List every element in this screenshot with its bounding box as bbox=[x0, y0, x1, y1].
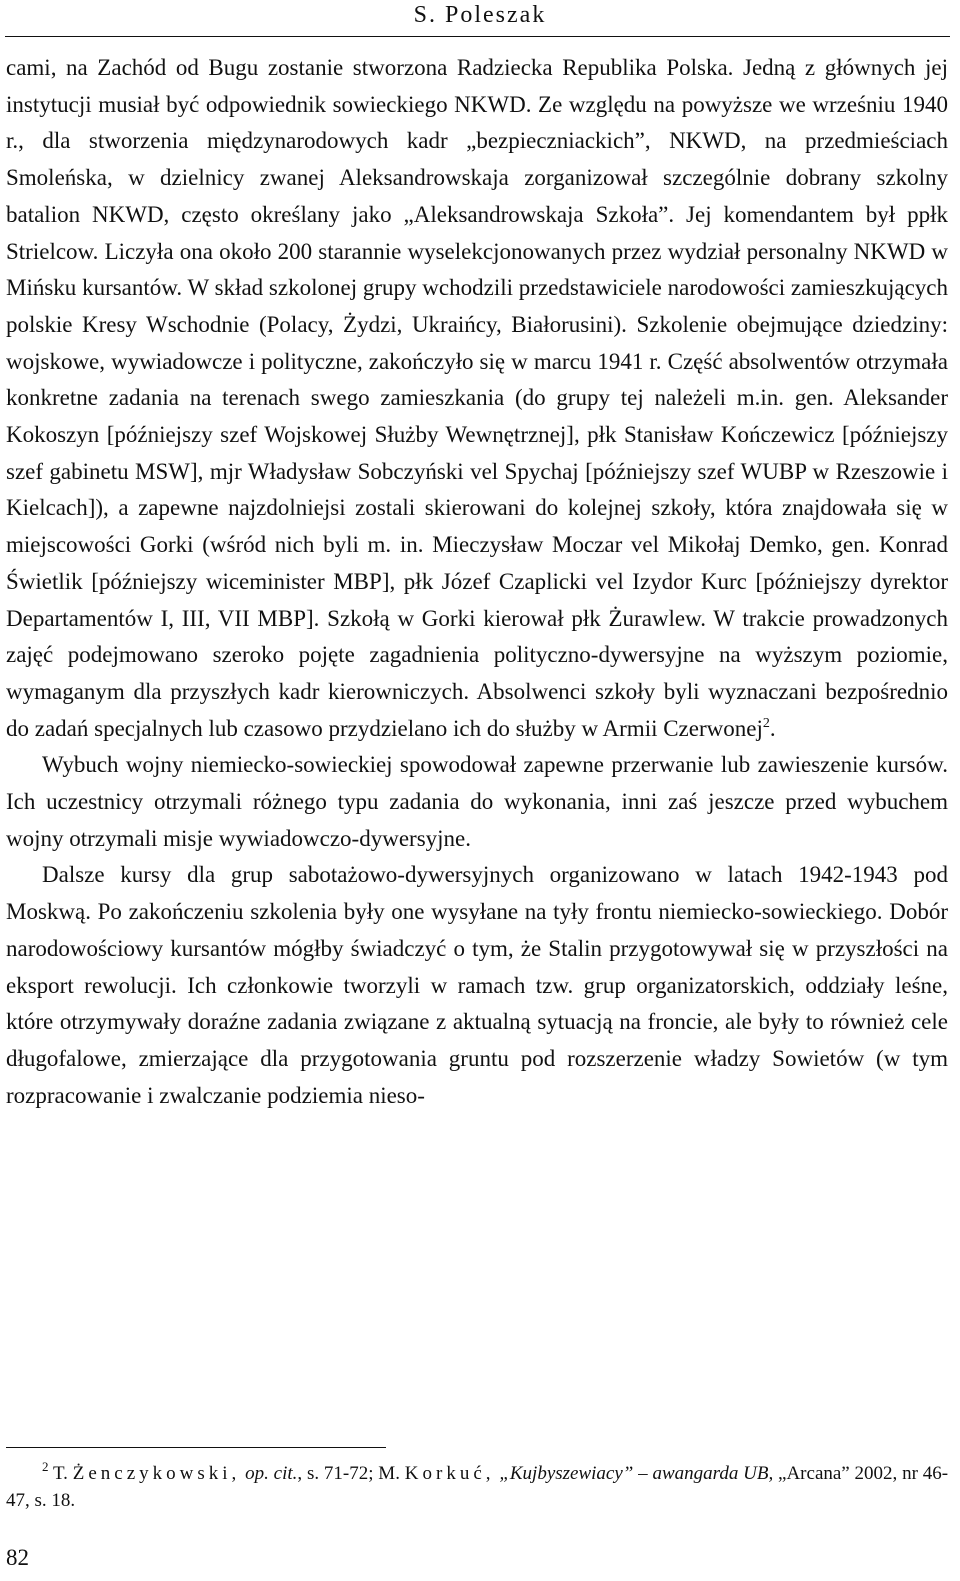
paragraph-1-text: cami, na Zachód od Bugu zostanie stworzona Radziecka Republika Polska. Jedną z głównych jej instytucji musiał być odpowiednik sowieckiego NKWD. Ze względu na powyższe we wrześniu 1940 r., dla stworzenia międzynarodowych kadr „bezpieczniackich”, NKWD, na przedmieściach Smoleńska, w dzielnicy zwanej Aleksandrowskaja zorganizował szczególnie dobrany szkolny batalion NKWD, często określany jako „Aleksandrowskaja Szkoła”. Jej komendantem był ppłk Strielcow. Liczyła ona około 200 starannie wyselekcjonowanych przez wydział personalny NKWD w Mińsku kursantów. W skład szkolonej grupy wchodzili przedstawiciele narodowości zamieszkujących polskie Kresy Wschodnie (Polacy, Żydzi, Ukraińcy, Białorusini). Szkolenie obejmujące dziedziny: wojskowe, wywiadowcze i polityczne, zakończyło się w marcu 1941 r. Część absolwentów otrzymała konkretne zadania na terenach swego zamieszkania (do grupy tej należeli m.in. gen. Aleksander Kokoszyn [późniejszy szef Wojskowej Służby Wewnętrznej], płk Stanisław Kończewicz [późniejszy szef gabinetu MSW], mjr Władysław Sobczyński vel Spychaj [późniejszy szef WUBP w Rzeszowie i Kielcach]), a zapewne najzdolniejsi zostali skierowani do kolejnej szkoły, która znajdowała się w miejscowości Gorki (wśród nich byli m. in. Mieczysław Moczar vel Mikołaj Demko, gen. Konrad Świetlik [późniejszy wiceminister MBP], płk Józef Czaplicki vel Izydor Kurc [późniejszy dyrektor Departamentów I, III, VII MBP]. Szkołą w Gorki kierował płk Żurawlew. W trakcie prowadzonych zajęć podejmowano szeroko pojęte zagadnienia polityczno-dywersyjne na wyższym poziomie, wymaganym dla przyszłych kadr kierowniczych. Absolwenci szkoły byli wyznaczani bezpośrednio do zadań specjalnych lub czasowo przydzielano ich do służby w Armii Czerwonej bbox=[6, 55, 948, 741]
paragraph-1-end: . bbox=[769, 715, 776, 741]
paragraph-2: Wybuch wojny niemiecko-sowieckiej spowodował zapewne przerwanie lub zawieszenie kursów. Ich uczestnicy otrzymali różnego typu zadania do wykonania, inni zaś jeszcze przed wybuchem wojny otrzymali misje wywiadowczo-dywersyjne. bbox=[6, 752, 948, 851]
footnote-reference[interactable]: 2 bbox=[762, 715, 770, 731]
header-rule bbox=[5, 36, 950, 37]
footnote-author1-surname: Żenczykowski, bbox=[72, 1463, 241, 1484]
paragraph-3: Dalsze kursy dla grup sabotażowo-dywersyjnych organizowano w latach 1942-1943 pod Moskwą. Po zakończeniu szkolenia były one wysyłane na tyły frontu niemiecko-sowieckiego. Dobór narodowościowy kursantów mógłby świadczyć o tym, że Stalin przygotowywał się w przyszłości na eksport rewolucji. Ich członkowie tworzyli w ramach tzw. grup organizatorskich, oddziały leśne, które otrzymywały doraźne zadania związane z aktualną sytuacją na froncie, ale były to również cele długofalowe, zmierzające dla przygotowania gruntu pod rozszerzenie władzy Sowietów (w tym rozpracowanie i zwalczanie podziemia nieso- bbox=[6, 862, 948, 1108]
paragraph-1 bbox=[6, 50, 948, 747]
footnote-pages1: , s. 71-72; M. bbox=[297, 1463, 400, 1484]
footnote-author2-surname: Korkuć, bbox=[404, 1463, 495, 1484]
running-head-text: S. Poleszak bbox=[413, 2, 547, 28]
body-text bbox=[6, 50, 948, 1114]
footnote bbox=[6, 1460, 948, 1514]
footnote-op-cit: op. cit. bbox=[245, 1463, 298, 1484]
page-number: 82 bbox=[6, 1545, 29, 1570]
footnote-rest: „Arcana” 2002, nr 46-47, s. 18. bbox=[6, 1463, 949, 1511]
footnote-title2: „Kujbyszewiacy” – awangarda UB, bbox=[499, 1463, 774, 1484]
footnote-marker: 2 bbox=[42, 1459, 49, 1474]
footnote-2 bbox=[6, 1460, 948, 1514]
footnote-author1-initial: T. bbox=[52, 1463, 68, 1484]
running-head bbox=[0, 0, 960, 32]
footnote-separator bbox=[6, 1447, 386, 1448]
